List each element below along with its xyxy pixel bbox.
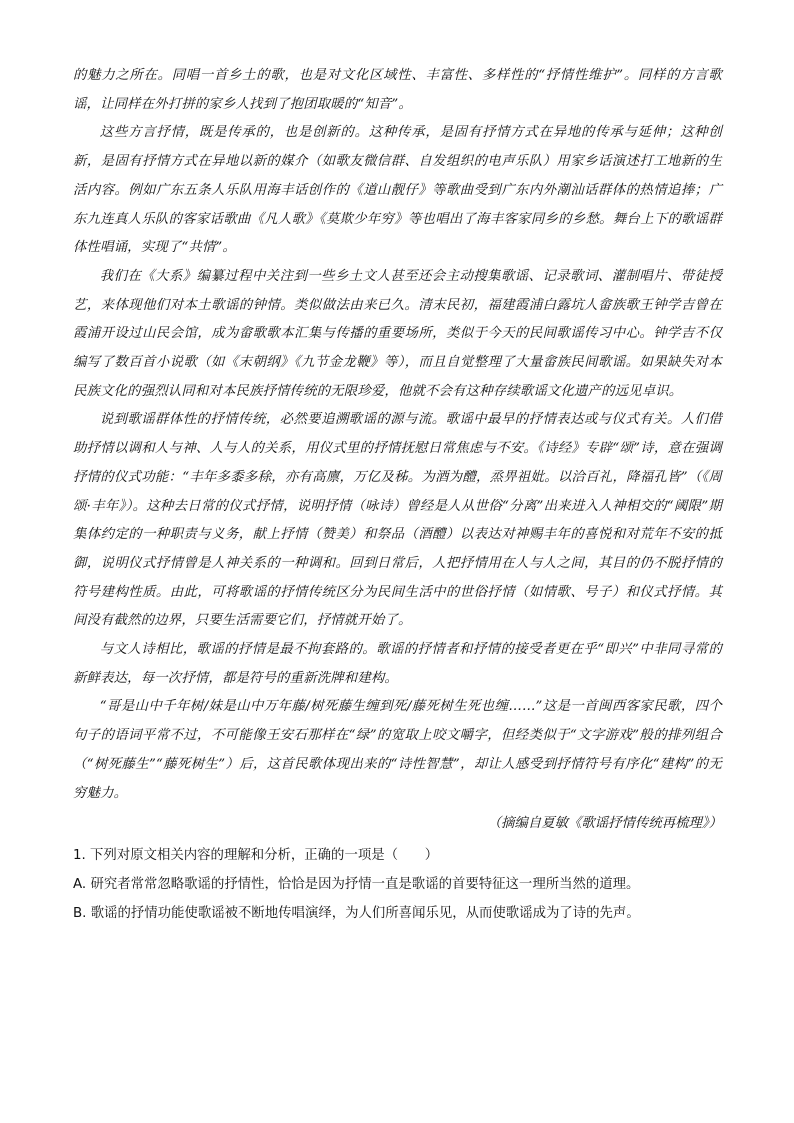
- article-paragraph-3: 我们在《大系》编纂过程中关注到一些乡土文人甚至还会主动搜集歌谣、记录歌词、灌制唱片、带徒授艺，来体现他们对本土歌谣的钟情。类似做法由来已久。清末民初，福建霞浦白露坑人畲族歌王钟学吉曾在霞浦开设过山民会馆，成为畲歌歌本汇集与传播的重要场所，类似于今天的民间歌谣传习中心。钟学吉不仅编写了数百首小说歌（如《末朝纲》《九节金龙鞭》等），而且自觉整理了大量畲族民间歌谣。如果缺失对本民族文化的强烈认同和对本民族抒情传统的无限珍爱，他就不会有这种存续歌谣文化遗产的远见卓识。: [73, 268, 722, 399]
- article-paragraph-6: “哥是山中千年树/妹是山中万年藤/树死藤生缠到死/藤死树生死也缠……”这是一首闽西客家民歌，四个句子的语词平常不过，不可能像王安石那样在“绿”的宽取上咬文嚼字，但经类似于“文字游戏”般的排列组合（“树死藤生”“藤死树生”）后，这首民歌体现出来的“诗性智慧”，却让人感受到抒情符号有序化“建构”的无穷魅力。: [73, 699, 722, 801]
- article-paragraph-2: 这些方言抒情，既是传承的，也是创新的。这种传承，是固有抒情方式在异地的传承与延伸；这种创新，是固有抒情方式在异地以新的媒介（如歌友微信群、自发组织的电声乐队）用家乡话演述打工地新的生活内容。例如广东五条人乐队用海丰话创作的《道山靓仔》等歌曲受到广东内外潮汕话群体的热情追捧；广东九连真人乐队的客家话歌曲《凡人歌》《莫欺少年穷》等也唱出了海丰客家同乡的乡愁。舞台上下的歌谣群体性唱诵，实现了“共情”。: [73, 125, 722, 256]
- option-a[interactable]: A. 研究者常常忽略歌谣的抒情性，恰恰是因为抒情一直是歌谣的首要特征这一理所当然的道理。: [73, 876, 640, 892]
- article-paragraph-4: 说到歌谣群体性的抒情传统，必然要追溯歌谣的源与流。歌谣中最早的抒情表达或与仪式有关。人们借助抒情以调和人与神、人与人的关系，用仪式里的抒情抚慰日常焦虑与不安。《诗经》专辟“颂”诗，意在强调抒情的仪式功能：“丰年多黍多稌，亦有高廪，万亿及秭。为酒为醴，烝畀祖妣。以洽百礼，降福孔皆”（《周颂·丰年》）。这种去日常的仪式抒情，说明抒情（咏诗）曾经是人从世俗“分离”出来进入人神相交的“阈限”期集体约定的一种职责与义务，献上抒情（赞美）和祭品（酒醴）以表达对神赐丰年的喜悦和对荒年不安的抵御，说明仪式抒情曾是人神关系的一种调和。回到日常后，人把抒情用在人与人之间，其目的仍不脱抒情的符号建构性质。由此，可将歌谣的抒情传统区分为民间生活中的世俗抒情（如情歌、号子）和仪式抒情。其间没有截然的边界，只要生活需要它们，抒情就开始了。: [73, 412, 722, 629]
- option-b[interactable]: B. 歌谣的抒情功能使歌谣被不断地传唱演绎，为人们所喜闻乐见，从而使歌谣成为了诗的先声。: [73, 905, 640, 921]
- question-block: [73, 841, 722, 928]
- article-source: （摘编自夏敏《歌谣抒情传统再梳理》）: [487, 816, 722, 832]
- article-paragraph-1: 的魅力之所在。同唱一首乡土的歌，也是对文化区域性、丰富性、多样性的“抒情性维护”。同样的方言歌谣，让同样在外打拼的家乡人找到了抱团取暖的“知音”。: [73, 68, 722, 112]
- article-paragraph-5: 与文人诗相比，歌谣的抒情是最不拘套路的。歌谣的抒情者和抒情的接受者更在乎“即兴”中非同寻常的新鲜表达，每一次抒情，都是符号的重新洗牌和建构。: [73, 642, 722, 686]
- question-stem: 1. 下列对原文相关内容的理解和分析，正确的一项是（ ）: [73, 847, 439, 863]
- article-body: [73, 62, 722, 839]
